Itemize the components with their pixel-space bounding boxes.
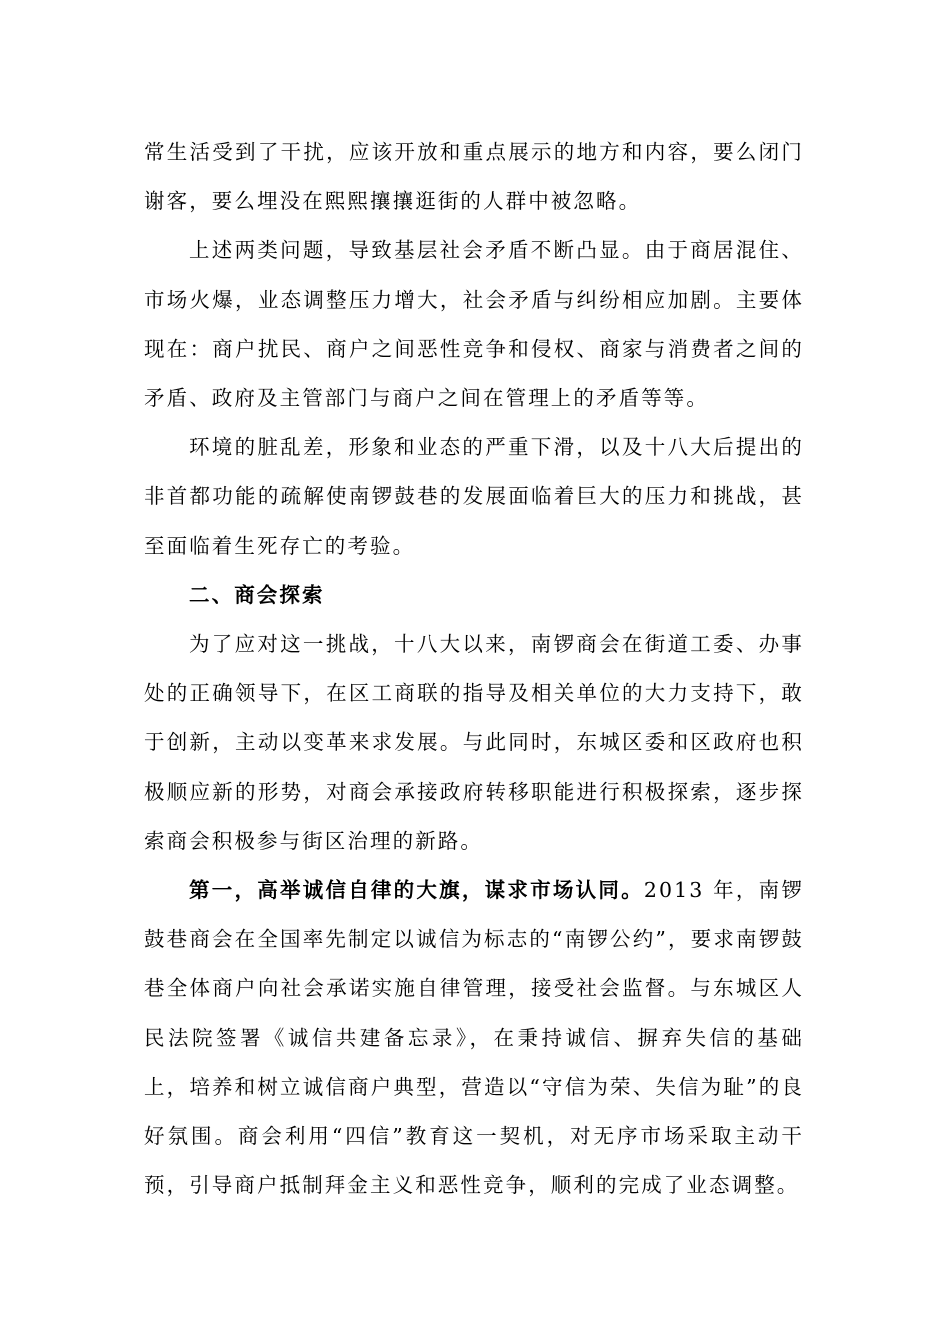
paragraph-chamber-exploration: 为了应对这一挑战，十八大以来，南锣商会在街道工委、办事处的正确领导下，在区工商联的指导及相关单位的大力支持下，敢于创新，主动以变革来求发展。与此同时，东城区委和区政府也积极顺应新的形势，对商会承接政府转移职能进行积极探索，逐步探索商会积极参与街区治理的新路。 xyxy=(144,632,804,853)
paragraph-development-pressure: 环境的脏乱差，形象和业态的严重下滑，以及十八大后提出的非首都功能的疏解使南锣鼓巷的发展面临着巨大的压力和挑战，甚至面临着生死存亡的考验。 xyxy=(144,435,804,558)
document-body xyxy=(144,128,804,1210)
paragraph-lead-phrase: 第一，高举诚信自律的大旗，谋求市场认同。 xyxy=(189,878,644,903)
section-heading: 二、商会探索 xyxy=(189,582,325,607)
paragraph-integrity-body: 2013 年，南锣鼓巷商会在全国率先制定以诚信为标志的“南锣公约”，要求南锣鼓巷全体商户向社会承诺实施自律管理，接受社会监督。与东城区人民法院签署《诚信共建备忘录》，在秉持诚信、摒弃失信的基础上，培养和树立诚信商户典型，营造以“守信为荣、失信为耻”的良好氛围。商会利用“四信”教育这一契机，对无序市场采取主动干预，引导商户抵制拜金主义和恶性竞争，顺利的完成了业态调整。 xyxy=(144,878,804,1198)
paragraph-integrity xyxy=(144,866,804,1210)
paragraph-social-conflicts: 上述两类问题，导致基层社会矛盾不断凸显。由于商居混住、市场火爆，业态调整压力增大，社会矛盾与纠纷相应加剧。主要体现在：商户扰民、商户之间恶性竞争和侵权、商家与消费者之间的矛盾、政府及主管部门与商户之间在管理上的矛盾等等。 xyxy=(144,238,804,411)
paragraph-continuation: 常生活受到了干扰，应该开放和重点展示的地方和内容，要么闭门谢客，要么埋没在熙熙攘攘逛街的人群中被忽略。 xyxy=(144,140,804,214)
